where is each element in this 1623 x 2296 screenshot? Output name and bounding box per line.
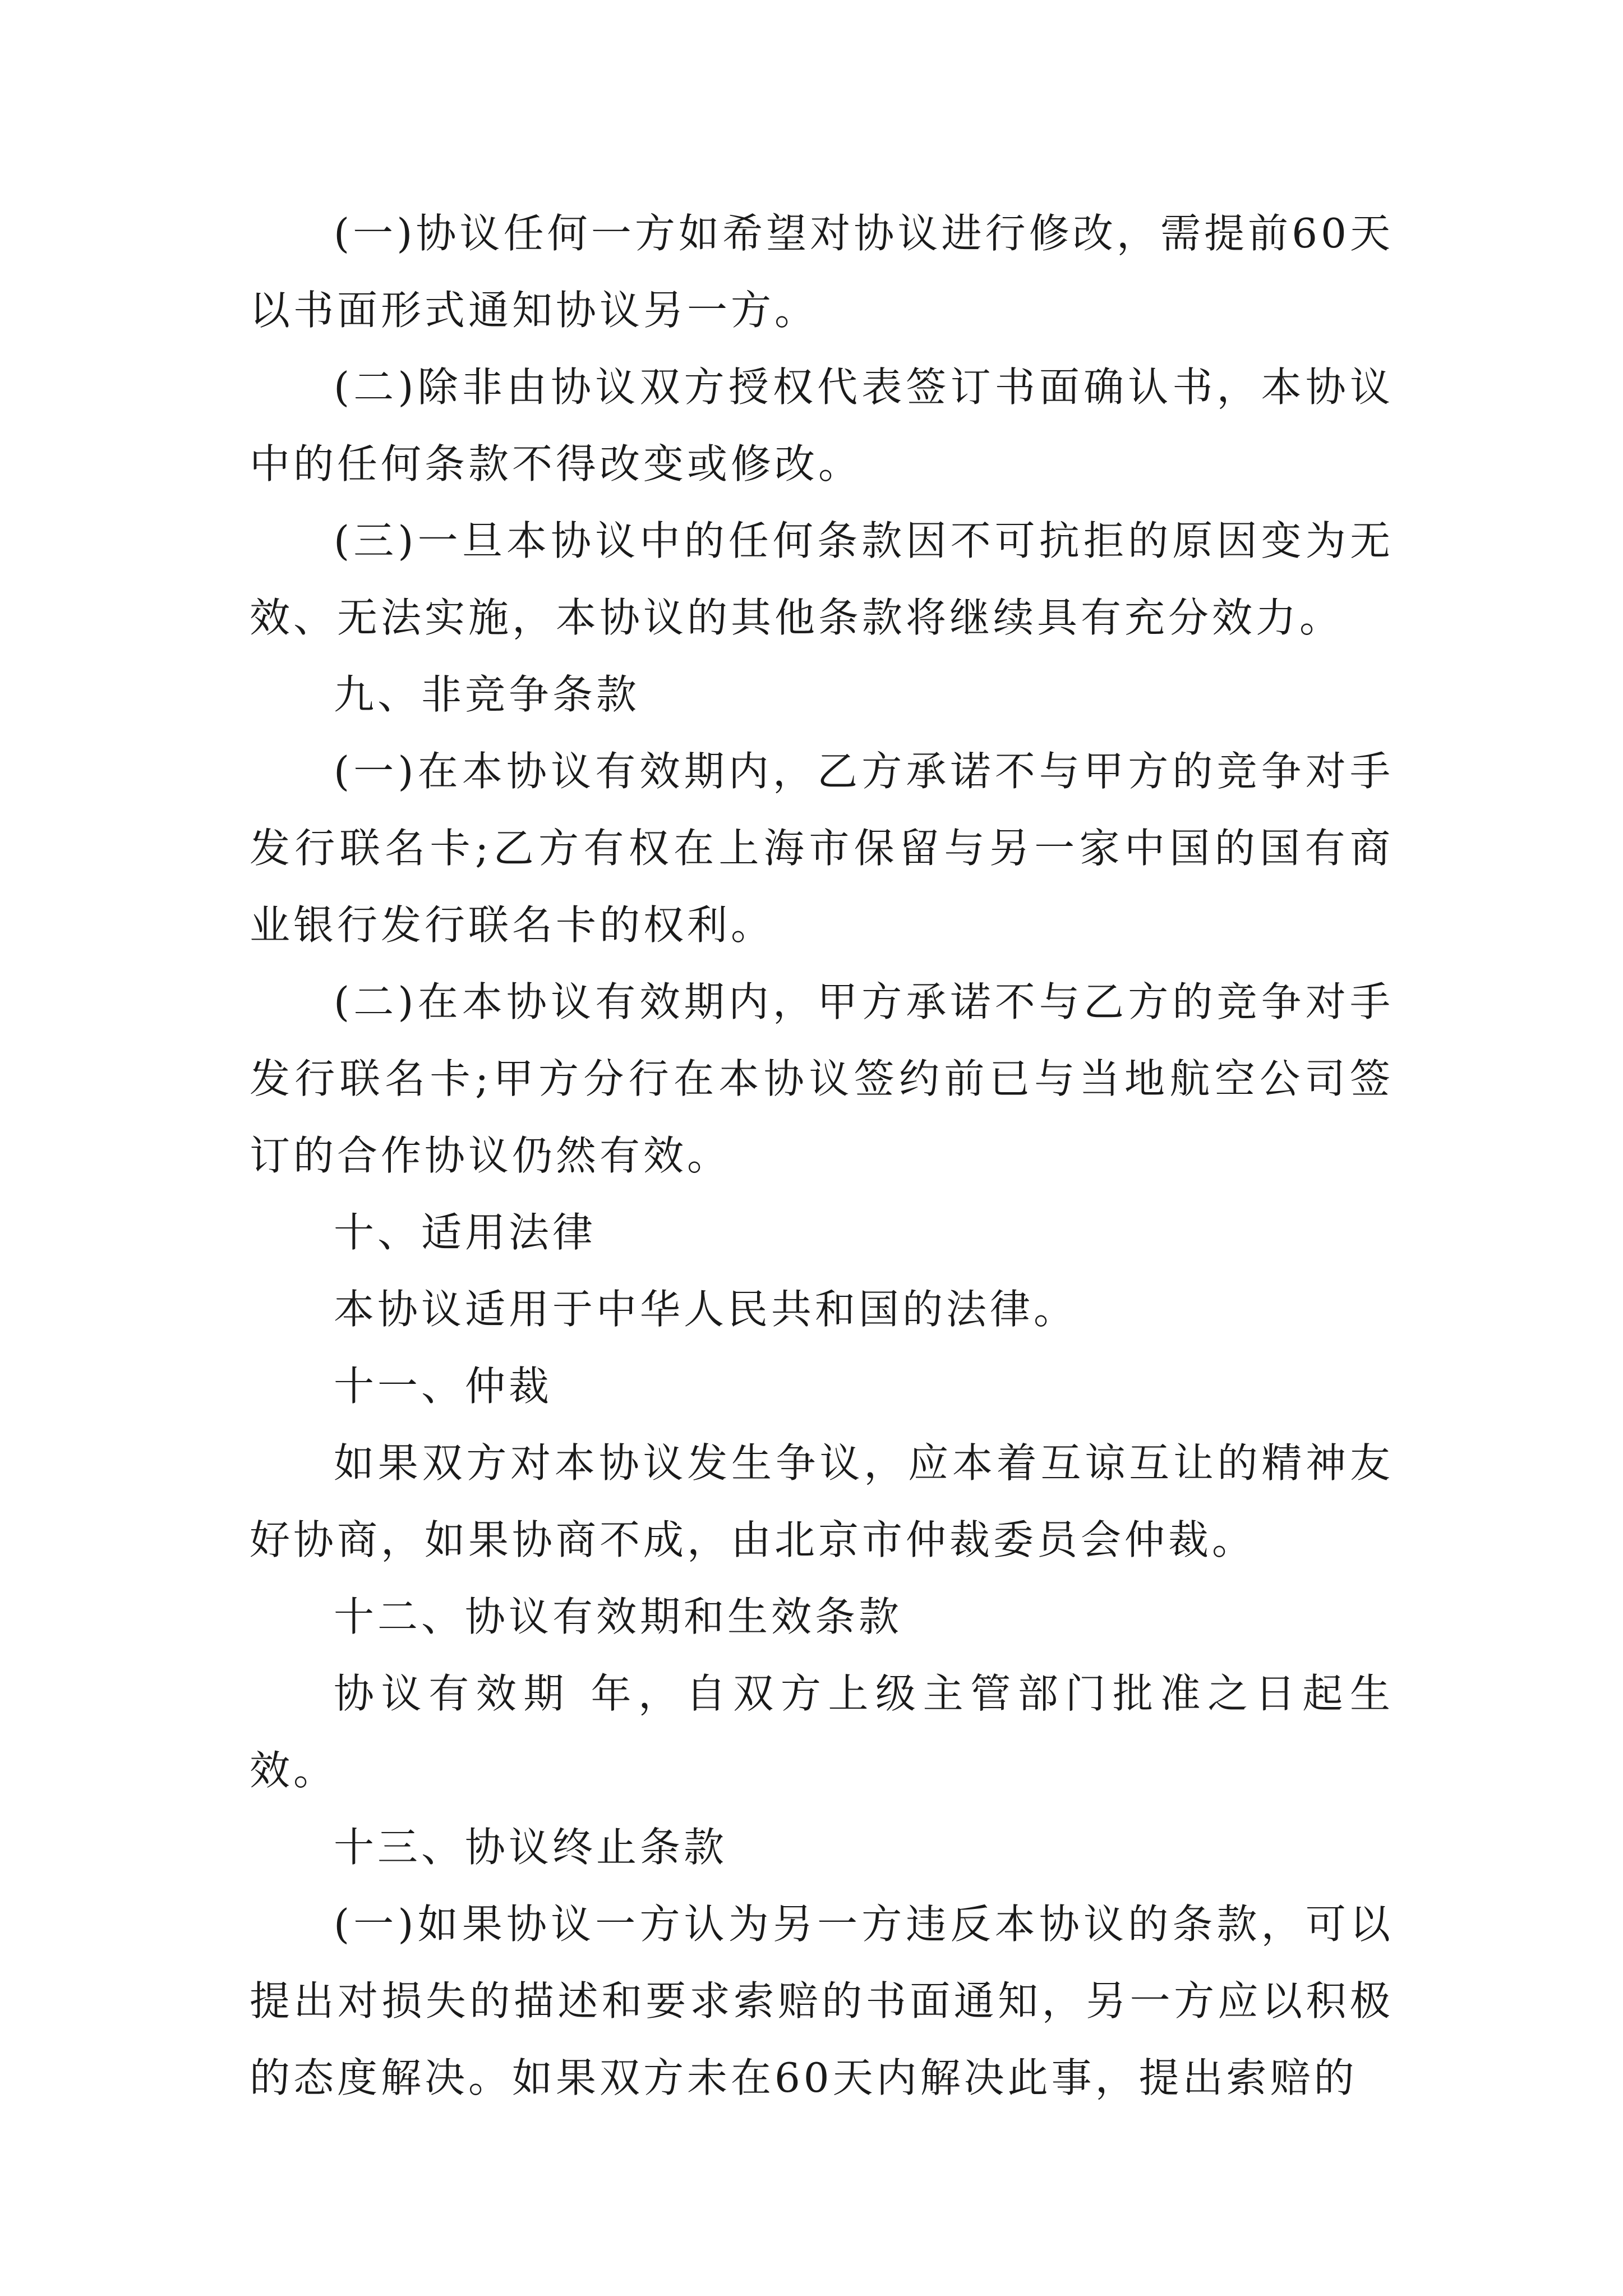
section-heading-9: 九、非竞争条款 <box>334 671 640 718</box>
clause-11-body: 如果双方对本协议发生争议，应本着互谅互让的精神友好协商，如果协商不成，由北京市仲裁委员会仲裁。 <box>250 1439 1394 1563</box>
clause-8-2: (二)除非由协议双方授权代表签订书面确认书，本协议中的任何条款不得改变或修改。 <box>250 364 1394 487</box>
clause-10-body: 本协议适用于中华人民共和国的法律。 <box>334 1286 1078 1333</box>
clause-12-body: 协议有效期 年，自双方上级主管部门批准之日起生效。 <box>250 1670 1394 1794</box>
clause-9-1: (一)在本协议有效期内，乙方承诺不与甲方的竞争对手发行联名卡;乙方有权在上海市保留与另一家中国的国有商业银行发行联名卡的权利。 <box>250 748 1394 949</box>
clause-9-2: (二)在本协议有效期内，甲方承诺不与乙方的竞争对手发行联名卡;甲方分行在本协议签约前已与当地航空公司签订的合作协议仍然有效。 <box>250 978 1394 1179</box>
clause-13-1: (一)如果协议一方认为另一方违反本协议的条款，可以提出对损失的描述和要求索赔的书面通知，另一方应以积极的态度解决。如果双方未在60天内解决此事，提出索赔的 <box>250 1901 1394 2101</box>
section-heading-10: 十、适用法律 <box>334 1209 597 1256</box>
section-heading-13: 十三、协议终止条款 <box>334 1824 728 1871</box>
section-heading-12: 十二、协议有效期和生效条款 <box>334 1593 903 1640</box>
clause-8-1: (一)协议任何一方如希望对协议进行修改，需提前60天以书面形式通知协议另一方。 <box>250 210 1394 334</box>
clause-8-3: (三)一旦本协议中的任何条款因不可抗拒的原因变为无效、无法实施，本协议的其他条款将继续具有充分效力。 <box>250 517 1394 641</box>
section-heading-11: 十一、仲裁 <box>334 1363 553 1410</box>
document-body <box>250 195 1394 2116</box>
